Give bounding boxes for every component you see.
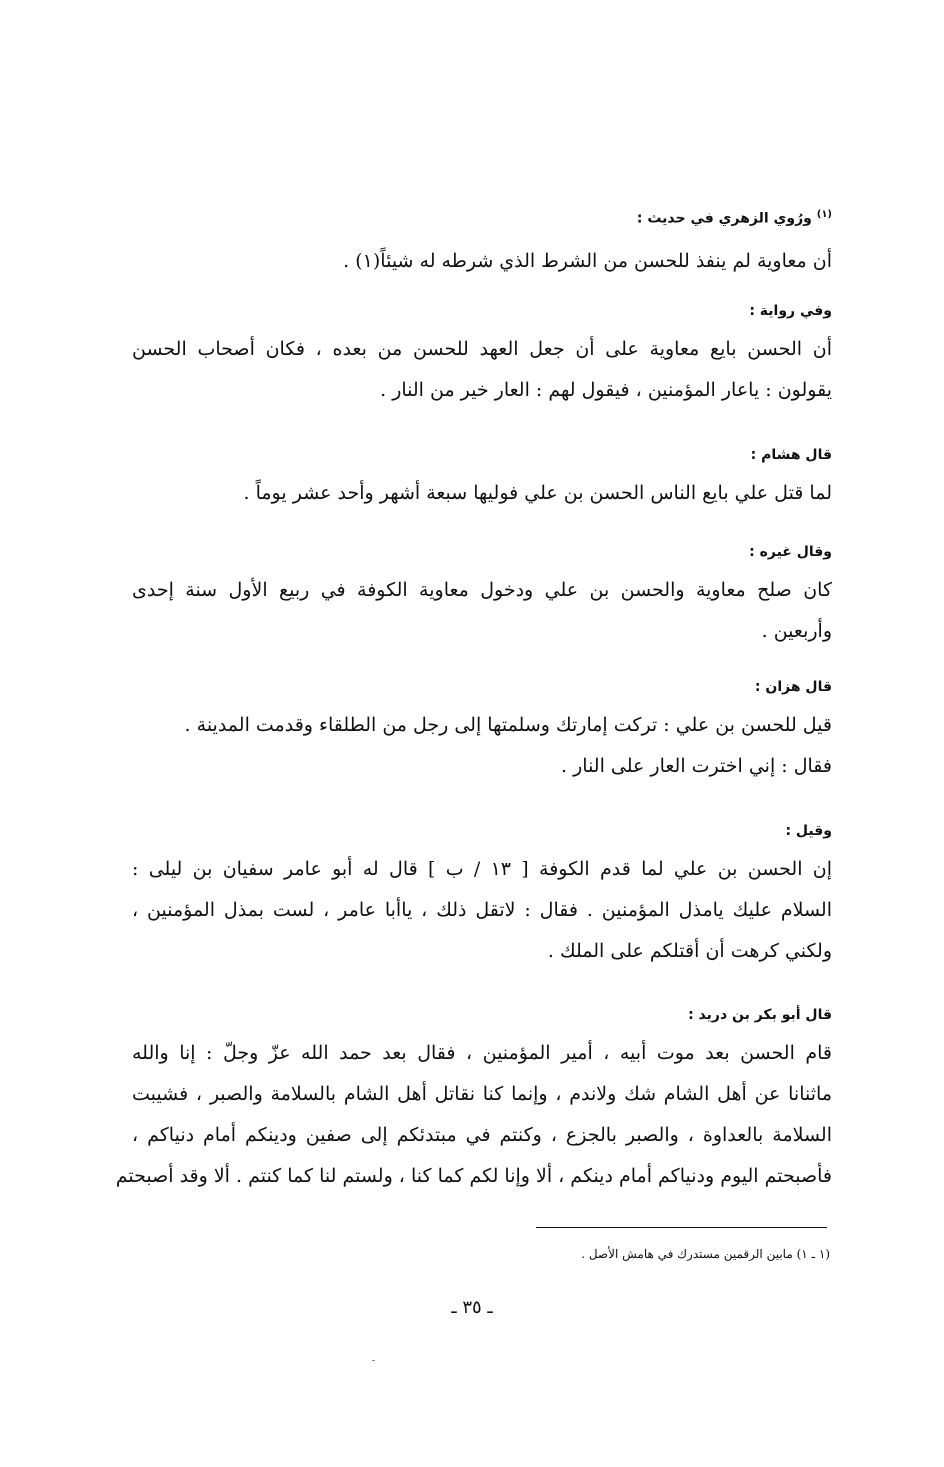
section-ibn-durayd [115, 1005, 833, 1197]
section-riwaya [132, 301, 832, 411]
paragraph-line: السلام عليك يامذل المؤمنين . فقال : لاتقل ذلك ، ياأبا عامر ، لست بمذل المؤمنين ، [132, 899, 832, 921]
section-heading: قال هشام : [750, 447, 832, 463]
section-heading: وقيل : [785, 823, 832, 839]
section-heading: وفي رواية : [749, 303, 832, 319]
section-heading: قال أبو بكر بن دريد : [688, 1007, 832, 1023]
paragraph-line: ولكني كرهت أن أقتلكم على الملك . [547, 940, 832, 962]
section-paragraph [132, 570, 832, 652]
heading-text: ورُوي الزهري في حديث : [636, 210, 812, 227]
paragraph-line: وأربعين . [761, 620, 832, 642]
section-qeel [132, 821, 832, 972]
section-ghairuh [132, 542, 832, 652]
paragraph-line: لما قتل علي بايع الناس الحسن بن علي فوليها سبعة أشهر وأحد عشر يوماً . [243, 482, 832, 504]
page-number: ـ ٣٥ ـ [451, 1297, 493, 1318]
footnote: (١ ـ ١) مابين الرقمين مستدرك في هامش الأصل . [581, 1247, 830, 1261]
section-paragraph [115, 1033, 833, 1197]
scan-speck [372, 1360, 375, 1361]
paragraph-line: قيل للحسن بن علي : تركت إمارتك وسلمتها إلى رجل من الطلقاء وقدمت المدينة . [184, 714, 832, 736]
paragraph-line: أن الحسن بايع معاوية على أن جعل العهد للحسن من بعده ، فكان أصحاب الحسن [132, 338, 832, 360]
paragraph-line: يقولون : ياعار المؤمنين ، فيقول لهم : العار خير من النار . [380, 379, 832, 401]
section-paragraph [132, 329, 832, 411]
paragraph-line: ماثنانا عن أهل الشام شك ولاندم ، وإنما كنا نقاتل أهل الشام بالسلامة والصبر ، فشيبت [132, 1083, 832, 1105]
section-hazzan [132, 677, 832, 787]
section-paragraph [132, 705, 832, 787]
section-heading [132, 205, 832, 227]
paragraph-line: فأصبحتم اليوم ودنياكم أمام دينكم ، ألا وإنا لكم كما كنا ، ولستم لنا كما كنتم . ألا وقد أصبحتم [115, 1165, 832, 1187]
paragraph-line: فقال : إني اخترت العار على النار . [561, 755, 832, 777]
section-paragraph [132, 241, 832, 282]
heading-ref: (١) [816, 209, 832, 220]
paragraph-line: قام الحسن بعد موت أبيه ، أمير المؤمنين ، فقال بعد حمد الله عزّ وجلّ : إنا والله [132, 1042, 833, 1064]
section-heading: قال هزان : [754, 679, 832, 695]
section-hisham [132, 445, 832, 514]
paragraph-line: أن معاوية لم ينفذ للحسن من الشرط الذي شرطه له شيئاً(١) . [343, 250, 832, 272]
section-paragraph [132, 473, 832, 514]
paragraph-line: كان صلح معاوية والحسن بن علي ودخول معاوية الكوفة في ربيع الأول سنة إحدى [132, 579, 832, 601]
section-paragraph [132, 849, 832, 972]
paragraph-line: إن الحسن بن علي لما قدم الكوفة [ ١٣ / ب ] قال له أبو عامر سفيان بن ليلى : [132, 858, 833, 880]
section-heading: وقال غيره : [749, 544, 832, 560]
paragraph-line: السلامة بالعداوة ، والصبر بالجزع ، وكنتم في مبتدئكم إلى صفين ودينكم أمام دنياكم ، [132, 1124, 832, 1146]
section-zuhri [132, 205, 832, 282]
footnote-divider [536, 1227, 827, 1228]
